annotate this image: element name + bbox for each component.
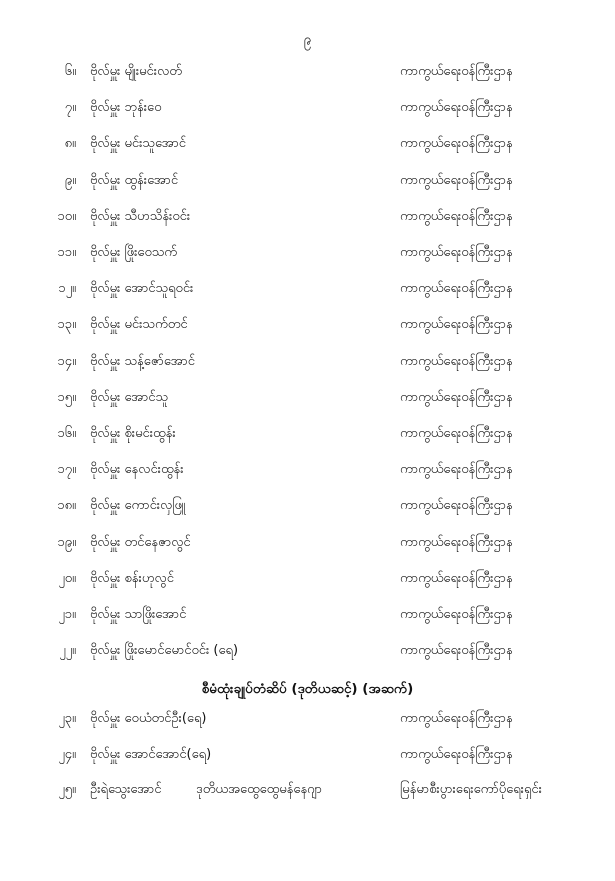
entry-number: ၂၀။ [58,570,76,586]
entry-number: ၂၅။ [58,782,76,797]
entry-number: ၁၀။ [57,208,76,224]
entry-organization: ကာကွယ်ရေးဝန်ကြီးဌာန [400,136,513,152]
entry-number: ၂၂။ [59,643,76,659]
entry-organization: ကာကွယ်ရေးဝန်ကြီးဌာန [400,281,513,297]
entry-organization: ကာကွယ်ရေးဝန်ကြီးဌာန [400,208,513,224]
entry-name: ဗိုလ်မှူး မင်းသက်တင် [90,317,188,333]
entry-organization: ကာကွယ်ရေးဝန်ကြီးဌာန [400,747,513,762]
list-item [0,169,615,193]
entry-organization: ကာကွယ်ရေးဝန်ကြီးဌာန [400,711,513,726]
page-number: ၉ [303,32,312,48]
entry-organization: မြန်မာစီးပွားရေးကော်ပိုရေးရှင်း [400,782,542,797]
entry-number: ၂၄။ [58,747,76,762]
entry-number: ၆။ [64,64,76,79]
entry-number: ၁၉။ [57,534,76,550]
entry-name: ဗိုလ်မှူး ဘုန်းဝေ [90,100,162,116]
entry-organization: ကာကွယ်ရေးဝန်ကြီးဌာန [400,534,513,550]
entry-name: ဗိုလ်မှူး သန့်ဇော်အောင် [90,353,195,369]
entry-organization: ကာကွယ်ရေးဝန်ကြီးဌာန [400,64,513,79]
entry-name: ဦးရဲသွေးအောင် [90,782,162,797]
entry-organization: ကာကွယ်ရေးဝန်ကြီးဌာန [400,570,513,586]
list-item [0,386,615,410]
entry-number: ၁၄။ [57,353,76,369]
entry-organization: ကာကွယ်ရေးဝန်ကြီးဌာန [400,172,513,188]
entry-organization: ကာကွယ်ရေးဝန်ကြီးဌာန [400,353,513,369]
entry-number: ၁၂။ [58,281,76,297]
section-heading: စီမံထုံးချုပ်တံဆိပ် (ဒုတိယဆင့်) (အဆက်) [201,681,414,697]
list-item [0,96,615,120]
entry-organization: ကာကွယ်ရေးဝန်ကြီးဌာန [400,607,513,622]
list-item [0,707,615,731]
list-item [0,241,615,265]
list-item [0,603,615,627]
list-item [0,350,615,374]
entry-organization: ကာကွယ်ရေးဝန်ကြီးဌာန [400,100,513,116]
entry-organization: ကာကွယ်ရေးဝန်ကြီးဌာန [400,498,513,514]
entry-name: ဗိုလ်မှူး နေလင်းထွန်း [90,462,184,478]
entry-number: ၈။ [64,136,76,152]
entry-number: ၁၈။ [57,498,76,514]
last-entry [0,778,615,802]
entry-number: ၁၁။ [57,245,76,260]
entry-name: ဗိုလ်မှူး ဝေယံတင်ဦး(ရေ) [90,711,207,726]
entry-name: ဗိုလ်မှူး အောင်အောင်(ရေ) [90,747,212,762]
entry-name: ဗိုလ်မှူး အောင်သူရဝင်း [90,281,194,297]
entry-role: ဒုတိယအထွေထွေမန်နေဂျာ [196,782,323,797]
entry-name: ဗိုလ်မှူး တင်နေဇာလွင် [90,534,191,550]
entry-number: ၇။ [64,100,76,116]
list-item [0,567,615,591]
list-item [0,494,615,518]
entry-organization: ကာကွယ်ရေးဝန်ကြီးဌာန [400,389,513,405]
entry-name: ဗိုလ်မှူး ထွန်းအောင် [90,172,179,188]
list-item [0,313,615,337]
entry-name: ဗိုလ်မှူး မျိုးမင်းလတ် [90,64,182,79]
entry-name: ဗိုလ်မှူး သီဟသိန်းဝင်း [90,208,191,224]
list-item [0,422,615,446]
entry-number: ၂၁။ [58,607,76,622]
list-item [0,60,615,84]
entry-name: ဗိုလ်မှူး မင်းသူအောင် [90,136,187,152]
entry-name: ဗိုလ်မှူး အောင်သူ [90,389,169,405]
entry-number: ၁၃။ [57,317,76,333]
entry-number: ၁၅။ [57,389,76,405]
list-item [0,205,615,229]
entry-number: ၂၃။ [58,711,76,726]
list-item [0,743,615,767]
list-item [0,458,615,482]
list-item [0,639,615,663]
entry-name: ဗိုလ်မှူး ဖြိုးမောင်မောင်ဝင်း (ရေ) [90,643,239,659]
list-item [0,132,615,156]
list-item [0,531,615,555]
entry-organization: ကာကွယ်ရေးဝန်ကြီးဌာန [400,643,513,659]
entry-name: ဗိုလ်မှူး စိုးမင်းထွန်း [90,426,176,441]
entry-name: ဗိုလ်မှူး ဖြိုးဝေသက် [90,245,178,260]
entry-organization: ကာကွယ်ရေးဝန်ကြီးဌာန [400,426,513,441]
entry-number: ၉။ [64,172,76,188]
entry-organization: ကာကွယ်ရေးဝန်ကြီးဌာန [400,462,513,478]
entry-name: ဗိုလ်မှူး စန်းဟုလွင် [90,570,174,586]
entry-name: ဗိုလ်မှူး သာဖြိုးအောင် [90,607,187,622]
entry-organization: ကာကွယ်ရေးဝန်ကြီးဌာန [400,317,513,333]
entry-number: ၁၇။ [57,462,76,478]
entry-name: ဗိုလ်မှူး ကောင်းလှဖြူ [90,498,186,514]
list-item [0,277,615,301]
entry-number: ၁၆။ [57,426,76,441]
entry-organization: ကာကွယ်ရေးဝန်ကြီးဌာန [400,245,513,260]
